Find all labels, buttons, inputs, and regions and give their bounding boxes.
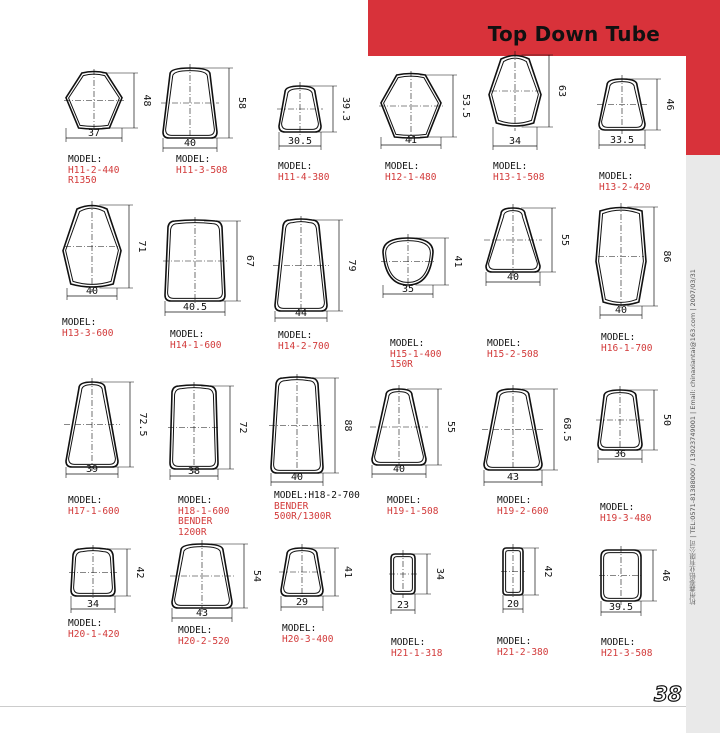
height-dimension-label: 34 <box>434 567 445 581</box>
height-dimension-label: 46 <box>660 569 671 582</box>
model-caption: MODEL: <box>178 625 213 636</box>
height-dimension-label: 50 <box>661 413 672 427</box>
model-code: H17-1-600 <box>68 505 120 517</box>
height-dimension-label: 72 <box>237 421 248 434</box>
model-code: H14-1-600 <box>170 339 222 351</box>
model-caption: MODEL: <box>170 329 205 340</box>
model-caption: MODEL: <box>493 161 528 172</box>
model-code: H20-3-400 <box>282 633 334 645</box>
model-code: H21-1-318 <box>391 647 443 659</box>
height-dimension-label: 41 <box>342 565 353 579</box>
profile-outline <box>271 377 323 473</box>
tube-profile-h13-2-420 <box>597 75 675 149</box>
width-dimension-label: 23 <box>396 600 410 611</box>
model-code: H13-3-600 <box>62 327 114 339</box>
width-dimension-label: 39.5 <box>608 602 634 613</box>
width-dimension-label: 33.5 <box>609 135 635 146</box>
model-code: H11-4-380 <box>278 171 330 183</box>
model-label-h14-2-700 <box>278 331 329 352</box>
model-code: H15-2-508 <box>487 348 539 360</box>
height-dimension-label: 58 <box>236 96 247 110</box>
model-code: H21-2-380 <box>497 646 549 658</box>
side-accent-bar <box>686 0 720 155</box>
tube-profile-h15-1-400 <box>381 234 463 298</box>
tube-profile-h11-3-508 <box>161 64 247 152</box>
width-dimension-label: 40 <box>290 472 304 483</box>
model-caption: MODEL: <box>178 495 213 506</box>
width-dimension-label: 43 <box>195 608 209 619</box>
model-label-h11-3-508 <box>176 155 227 176</box>
model-code: H13-2-420 <box>599 181 651 193</box>
height-dimension-label: 48 <box>141 94 152 107</box>
width-dimension-label: 38 <box>187 466 201 477</box>
width-dimension-label: 30.5 <box>287 136 313 147</box>
model-caption: MODEL: <box>176 154 211 165</box>
height-dimension-label: 42 <box>542 565 553 578</box>
model-caption: MODEL: <box>385 161 420 172</box>
width-dimension-label: 20 <box>506 599 520 610</box>
height-dimension-label: 72.5 <box>137 412 148 437</box>
model-code: H19-3-480 <box>600 512 652 524</box>
model-note: 500R/1300R <box>274 511 332 522</box>
width-dimension-label: 44 <box>294 308 308 319</box>
page-title: Top Down Tube <box>487 22 660 46</box>
tube-profile-h18-1-600 <box>168 382 248 480</box>
tube-profile-h19-2-600 <box>482 385 572 486</box>
tube-profile-h21-3-508 <box>599 546 671 616</box>
model-caption: MODEL: <box>391 637 426 648</box>
width-dimension-label: 40 <box>183 138 197 149</box>
model-code: H18-1-600 <box>178 505 230 517</box>
model-caption: MODEL: <box>387 495 422 506</box>
model-code: H19-2-600 <box>497 505 549 517</box>
model-code: H19-1-508 <box>387 505 439 517</box>
tube-profile-h14-1-600 <box>163 217 255 316</box>
model-label-h18-2-700 <box>274 491 360 523</box>
tube-profile-h20-1-420 <box>69 545 145 613</box>
height-dimension-label: 41 <box>452 255 463 268</box>
model-caption: MODEL: <box>390 338 425 349</box>
model-caption: MODEL: <box>68 154 103 165</box>
model-label-h21-3-508 <box>601 638 652 659</box>
width-dimension-label: 41 <box>404 135 418 146</box>
model-label-h21-1-318 <box>391 638 442 659</box>
model-label-h20-3-400 <box>282 624 333 645</box>
model-caption: MODEL: <box>487 338 522 349</box>
model-caption: MODEL: <box>278 330 313 341</box>
model-label-h13-2-420 <box>599 172 650 193</box>
model-label-h15-2-508 <box>487 339 538 360</box>
model-label-h18-1-600 <box>178 496 229 538</box>
page-number: 38 <box>654 682 682 706</box>
tube-profile-h17-1-600 <box>64 378 148 478</box>
model-caption: MODEL: <box>68 495 103 506</box>
width-dimension-label: 36 <box>613 449 627 460</box>
model-label-h15-1-400 <box>390 339 441 371</box>
model-code: H21-3-508 <box>601 647 653 659</box>
width-dimension-label: 39 <box>85 464 99 475</box>
width-dimension-label: 34 <box>508 136 522 147</box>
height-dimension-label: 54 <box>251 569 262 583</box>
height-dimension-label: 53.5 <box>460 93 471 119</box>
model-code: H14-2-700 <box>278 340 330 352</box>
model-label-h20-1-420 <box>68 619 119 640</box>
model-caption: MODEL: <box>282 623 317 634</box>
tube-profile-h11-4-380 <box>277 82 351 150</box>
width-dimension-label: 40 <box>85 286 99 297</box>
model-note: 1200R <box>178 526 207 538</box>
height-dimension-label: 68.5 <box>561 417 572 442</box>
model-label-h19-2-600 <box>497 496 548 517</box>
height-dimension-label: 39.3 <box>340 96 351 122</box>
side-contact-text: 杭州鑫泰铝业有限公司 | TEL:0571-81388000 / 13023749001 | Email: chinaxiantai@163.com | 2007/03/31 <box>689 269 697 605</box>
height-dimension-label: 55 <box>445 420 456 434</box>
height-dimension-label: 55 <box>559 233 570 247</box>
model-caption: MODEL: <box>497 495 532 506</box>
model-caption: MODEL: <box>497 636 532 647</box>
tube-profile-h21-2-380 <box>501 544 553 613</box>
model-note: R1350 <box>68 175 97 186</box>
model-label-h13-1-508 <box>493 162 544 183</box>
model-label-h20-2-520 <box>178 626 229 647</box>
model-caption: MODEL: <box>274 490 309 501</box>
model-caption: MODEL: <box>68 618 103 629</box>
model-label-h13-3-600 <box>62 318 113 339</box>
width-dimension-label: 40 <box>392 464 406 475</box>
width-dimension-label: 37 <box>87 128 101 139</box>
height-dimension-label: 63 <box>556 84 567 98</box>
bottom-rule <box>0 706 686 707</box>
model-code: H18-2-700 <box>308 490 360 501</box>
model-label-h21-2-380 <box>497 637 548 658</box>
model-code: H20-2-520 <box>178 635 230 647</box>
width-dimension-label: 35 <box>401 284 415 295</box>
model-label-h16-1-700 <box>601 333 652 354</box>
model-caption: MODEL: <box>601 332 636 343</box>
model-caption: MODEL: <box>601 637 636 648</box>
height-dimension-label: 86 <box>661 250 672 263</box>
width-dimension-label: 40 <box>614 305 628 316</box>
height-dimension-label: 79 <box>346 259 357 272</box>
model-code: H13-1-508 <box>493 171 545 183</box>
tube-profile-h20-3-400 <box>279 544 353 611</box>
tube-profile-h21-1-318 <box>389 550 445 614</box>
tube-profile-h19-1-508 <box>370 385 456 478</box>
height-dimension-label: 88 <box>342 419 353 432</box>
height-dimension-label: 67 <box>244 254 255 268</box>
tube-profile-h13-1-508 <box>489 51 567 150</box>
tube-profile-h19-3-480 <box>596 386 672 463</box>
model-caption: MODEL: <box>278 161 313 172</box>
model-label-h19-1-508 <box>387 496 438 517</box>
tube-profile-h16-1-700 <box>596 203 672 319</box>
model-caption: MODEL: <box>599 171 634 182</box>
tube-profile-h15-2-508 <box>484 204 570 286</box>
tube-profile-h14-2-700 <box>273 216 357 322</box>
width-dimension-label: 34 <box>86 599 100 610</box>
model-code: H15-1-400 <box>390 348 442 360</box>
model-code: H11-3-508 <box>176 164 228 176</box>
model-label-h12-1-480 <box>385 162 436 183</box>
model-code: H11-2-440 <box>68 164 120 176</box>
width-dimension-label: 40.5 <box>182 302 208 313</box>
width-dimension-label: 43 <box>506 472 520 483</box>
tube-profile-h12-1-480 <box>379 71 471 149</box>
model-label-h17-1-600 <box>68 496 119 517</box>
tube-profile-h13-3-600 <box>63 201 147 300</box>
model-note: 150R <box>390 359 413 370</box>
model-label-h11-2-440 <box>68 155 119 187</box>
model-label-h11-4-380 <box>278 162 329 183</box>
height-dimension-label: 71 <box>136 240 147 253</box>
model-code: H12-1-480 <box>385 171 437 183</box>
width-dimension-label: 40 <box>506 272 520 283</box>
tube-profile-h11-2-440 <box>64 69 152 142</box>
height-dimension-label: 42 <box>134 566 145 579</box>
height-dimension-label: 46 <box>664 98 675 111</box>
model-label-h14-1-600 <box>170 330 221 351</box>
model-label-h19-3-480 <box>600 503 651 524</box>
model-code: H20-1-420 <box>68 628 120 640</box>
model-code: H16-1-700 <box>601 342 653 354</box>
tube-profile-h20-2-520 <box>170 540 262 622</box>
tube-profile-h18-2-700 <box>269 374 353 486</box>
model-note: BENDER <box>178 516 213 527</box>
width-dimension-label: 29 <box>295 597 309 608</box>
model-caption: MODEL: <box>600 502 635 513</box>
model-note: BENDER <box>274 500 309 512</box>
model-caption: MODEL: <box>62 317 97 328</box>
